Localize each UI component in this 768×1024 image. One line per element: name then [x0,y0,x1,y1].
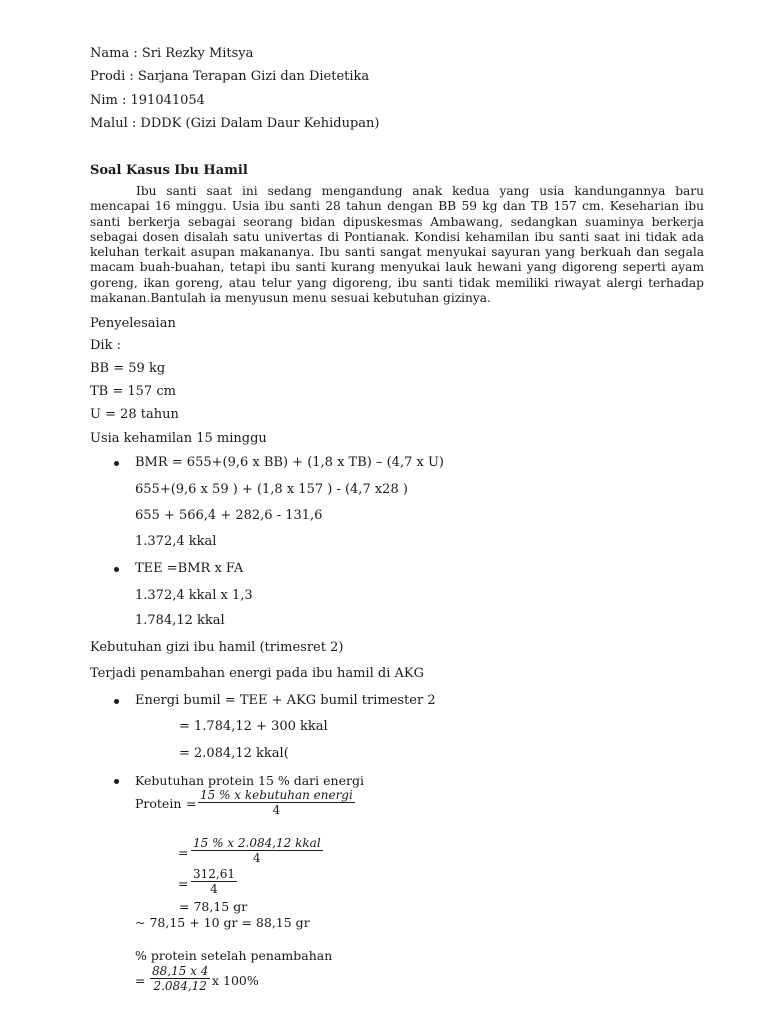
energy-step1: = 1.784,12 + 300 kkal [179,719,328,734]
known-height: TB = 157 cm [90,384,176,399]
equals-sign: = [178,876,189,891]
bmr-formula: BMR = 655+(9,6 x BB) + (1,8 x TB) – (4,7 x U) [135,455,444,470]
fraction-numerator: 15 % x kebutuhan energi [200,788,353,802]
study-program: Prodi : Sarjana Terapan Gizi dan Dietetika [90,69,370,84]
percent-multiplier: x 100% [212,973,259,988]
case-title: Soal Kasus Ibu Hamil [90,163,248,178]
equals-sign: = [178,845,189,860]
needs-heading: Kebutuhan gizi ibu hamil (trimesret 2) [90,640,344,655]
bmr-step1: 655+(9,6 x 59 ) + (1,8 x 157 ) - (4,7 x28 ) [135,482,408,497]
protein-simplified-fraction [191,867,237,897]
tee-result: 1.784,12 kkal [135,613,225,628]
equals-sign: = [186,796,197,811]
known-weight: BB = 59 kg [90,361,166,376]
bullet-icon [114,779,119,784]
gestational-age: Usia kehamilan 15 minggu [90,431,267,446]
protein-formula-fraction [198,788,355,818]
bmr-step2: 655 + 566,4 + 282,6 - 131,6 [135,508,323,523]
case-line: sebagai dosen disalah satu univertas di Pontianak. Kondisi kehamilan ibu santi saat ini tidak ada [90,229,704,244]
protein-percent-fraction [150,964,210,994]
known-label: Dik : [90,338,121,353]
protein-label: Protein [135,796,182,811]
case-line: Ibu santi saat ini sedang mengandung anak kedua yang usia kandungannya baru [136,184,704,198]
case-line: keluhan terkait asupan makananya. Ibu santi sangat menyukai sayuran yang berkuah dan segala [90,245,704,260]
fraction-denominator: 4 [210,882,218,896]
case-line: mencapai 16 minggu. Usia ibu santi 28 tahun dengan BB 59 kg dan TB 157 cm. Keseharian ibu [90,199,704,214]
case-line: santi berkerja sebagai seorang bidan dipuskesmas Ambawang, sedangkan suaminya berkerja [90,214,704,229]
student-id: Nim : 191041054 [90,93,205,108]
case-line: goreng, ikan goreng, atau telur yang digoreng, ibu santi tidak memiliki riwayat alergi terhadap [90,275,704,290]
case-line: makanan.Bantulah ia menyusun menu sesuai kebutuhan gizinya. [90,291,491,306]
protein-percent-heading: % protein setelah penambahan [135,948,333,963]
bullet-icon [114,699,119,704]
protein-substitution-fraction [191,836,323,866]
protein-heading: Kebutuhan protein 15 % dari energi [135,773,364,788]
bmr-result: 1.372,4 kkal [135,534,217,549]
tee-formula: TEE =BMR x FA [135,561,244,576]
fraction-denominator: 4 [272,803,281,817]
known-age: U = 28 tahun [90,407,179,422]
energy-result: = 2.084,12 kkal( [179,746,289,761]
fraction-numerator: 88,15 x 4 [152,964,209,978]
fraction-denominator: 4 [253,851,261,865]
protein-result: = 78,15 gr [179,899,248,914]
student-name: Nama : Sri Rezky Mitsya [90,46,254,61]
protein-adjusted: ~ 78,15 + 10 gr = 88,15 gr [135,915,310,930]
fraction-denominator: 2.084,12 [153,979,207,993]
bullet-icon [114,567,119,572]
akg-note: Terjadi penambahan energi pada ibu hamil di AKG [90,666,424,681]
solution-heading: Penyelesaian [90,316,176,331]
case-paragraph [90,184,704,306]
tee-step1: 1.372,4 kkal x 1,3 [135,588,253,603]
course: Malul : DDDK (Gizi Dalam Daur Kehidupan) [90,116,380,131]
fraction-numerator: 15 % x 2.084,12 kkal [193,836,321,850]
equals-sign: = [135,973,146,988]
bullet-icon [114,461,119,466]
case-line: macam buah-buahan, tetapi ibu santi kurang menyukai lauk hewani yang digoreng seperti ayam [90,260,704,275]
energy-formula: Energi bumil = TEE + AKG bumil trimester 2 [135,693,436,708]
fraction-numerator: 312,61 [193,867,235,881]
